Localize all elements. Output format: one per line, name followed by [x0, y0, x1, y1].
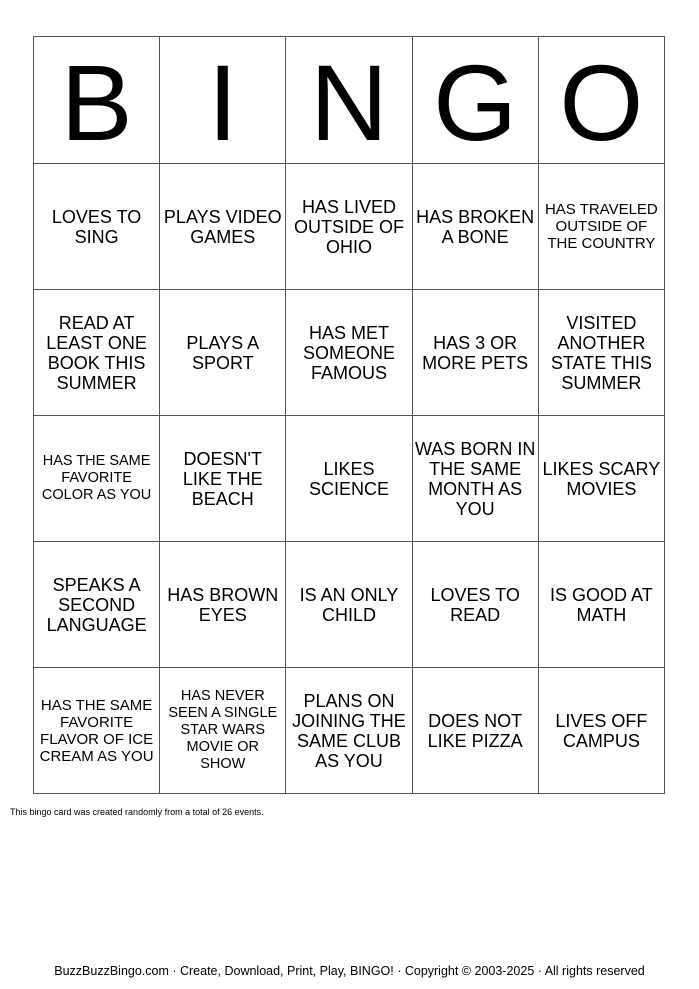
bingo-cell: PLAYS VIDEO GAMES: [160, 164, 286, 290]
bingo-cell: HAS LIVED OUTSIDE OF OHIO: [286, 164, 412, 290]
bingo-cell: WAS BORN IN THE SAME MONTH AS YOU: [412, 416, 538, 542]
bingo-cell: PLAYS A SPORT: [160, 290, 286, 416]
bingo-cell: HAS TRAVELED OUTSIDE OF THE COUNTRY: [538, 164, 664, 290]
bingo-cell: VISITED ANOTHER STATE THIS SUMMER: [538, 290, 664, 416]
bingo-cell: READ AT LEAST ONE BOOK THIS SUMMER: [34, 290, 160, 416]
bingo-cell: LIVES OFF CAMPUS: [538, 668, 664, 794]
bingo-cell: HAS THE SAME FAVORITE FLAVOR OF ICE CREAM AS YOU: [34, 668, 160, 794]
bingo-cell: LIKES SCARY MOVIES: [538, 416, 664, 542]
bingo-cell: HAS BROKEN A BONE: [412, 164, 538, 290]
bingo-cell: HAS NEVER SEEN A SINGLE STAR WARS MOVIE OR SHOW: [160, 668, 286, 794]
bingo-row-4: [34, 542, 665, 668]
bingo-cell: LOVES TO READ: [412, 542, 538, 668]
bingo-cell: HAS 3 OR MORE PETS: [412, 290, 538, 416]
bingo-cell: LOVES TO SING: [34, 164, 160, 290]
header-letter-g: G: [412, 37, 538, 164]
bingo-row-3: [34, 416, 665, 542]
bingo-cell: IS AN ONLY CHILD: [286, 542, 412, 668]
bingo-row-5: [34, 668, 665, 794]
bingo-cell: LIKES SCIENCE: [286, 416, 412, 542]
generation-note: This bingo card was created randomly from a total of 26 events.: [10, 807, 264, 817]
footer-copyright: BuzzBuzzBingo.com · Create, Download, Print, Play, BINGO! · Copyright © 2003-2025 · All rights reserved: [54, 964, 645, 978]
bingo-cell: PLANS ON JOINING THE SAME CLUB AS YOU: [286, 668, 412, 794]
bingo-cell: IS GOOD AT MATH: [538, 542, 664, 668]
bingo-card: [33, 36, 665, 794]
bingo-row-2: [34, 290, 665, 416]
header-letter-i: I: [160, 37, 286, 164]
bingo-cell: HAS THE SAME FAVORITE COLOR AS YOU: [34, 416, 160, 542]
bingo-cell: HAS MET SOMEONE FAMOUS: [286, 290, 412, 416]
bingo-cell: HAS BROWN EYES: [160, 542, 286, 668]
bingo-row-1: [34, 164, 665, 290]
header-letter-o: O: [538, 37, 664, 164]
bingo-cell: SPEAKS A SECOND LANGUAGE: [34, 542, 160, 668]
header-letter-n: N: [286, 37, 412, 164]
bingo-header-row: [34, 37, 665, 164]
bingo-cell: DOESN'T LIKE THE BEACH: [160, 416, 286, 542]
bingo-cell: DOES NOT LIKE PIZZA: [412, 668, 538, 794]
header-letter-b: B: [34, 37, 160, 164]
